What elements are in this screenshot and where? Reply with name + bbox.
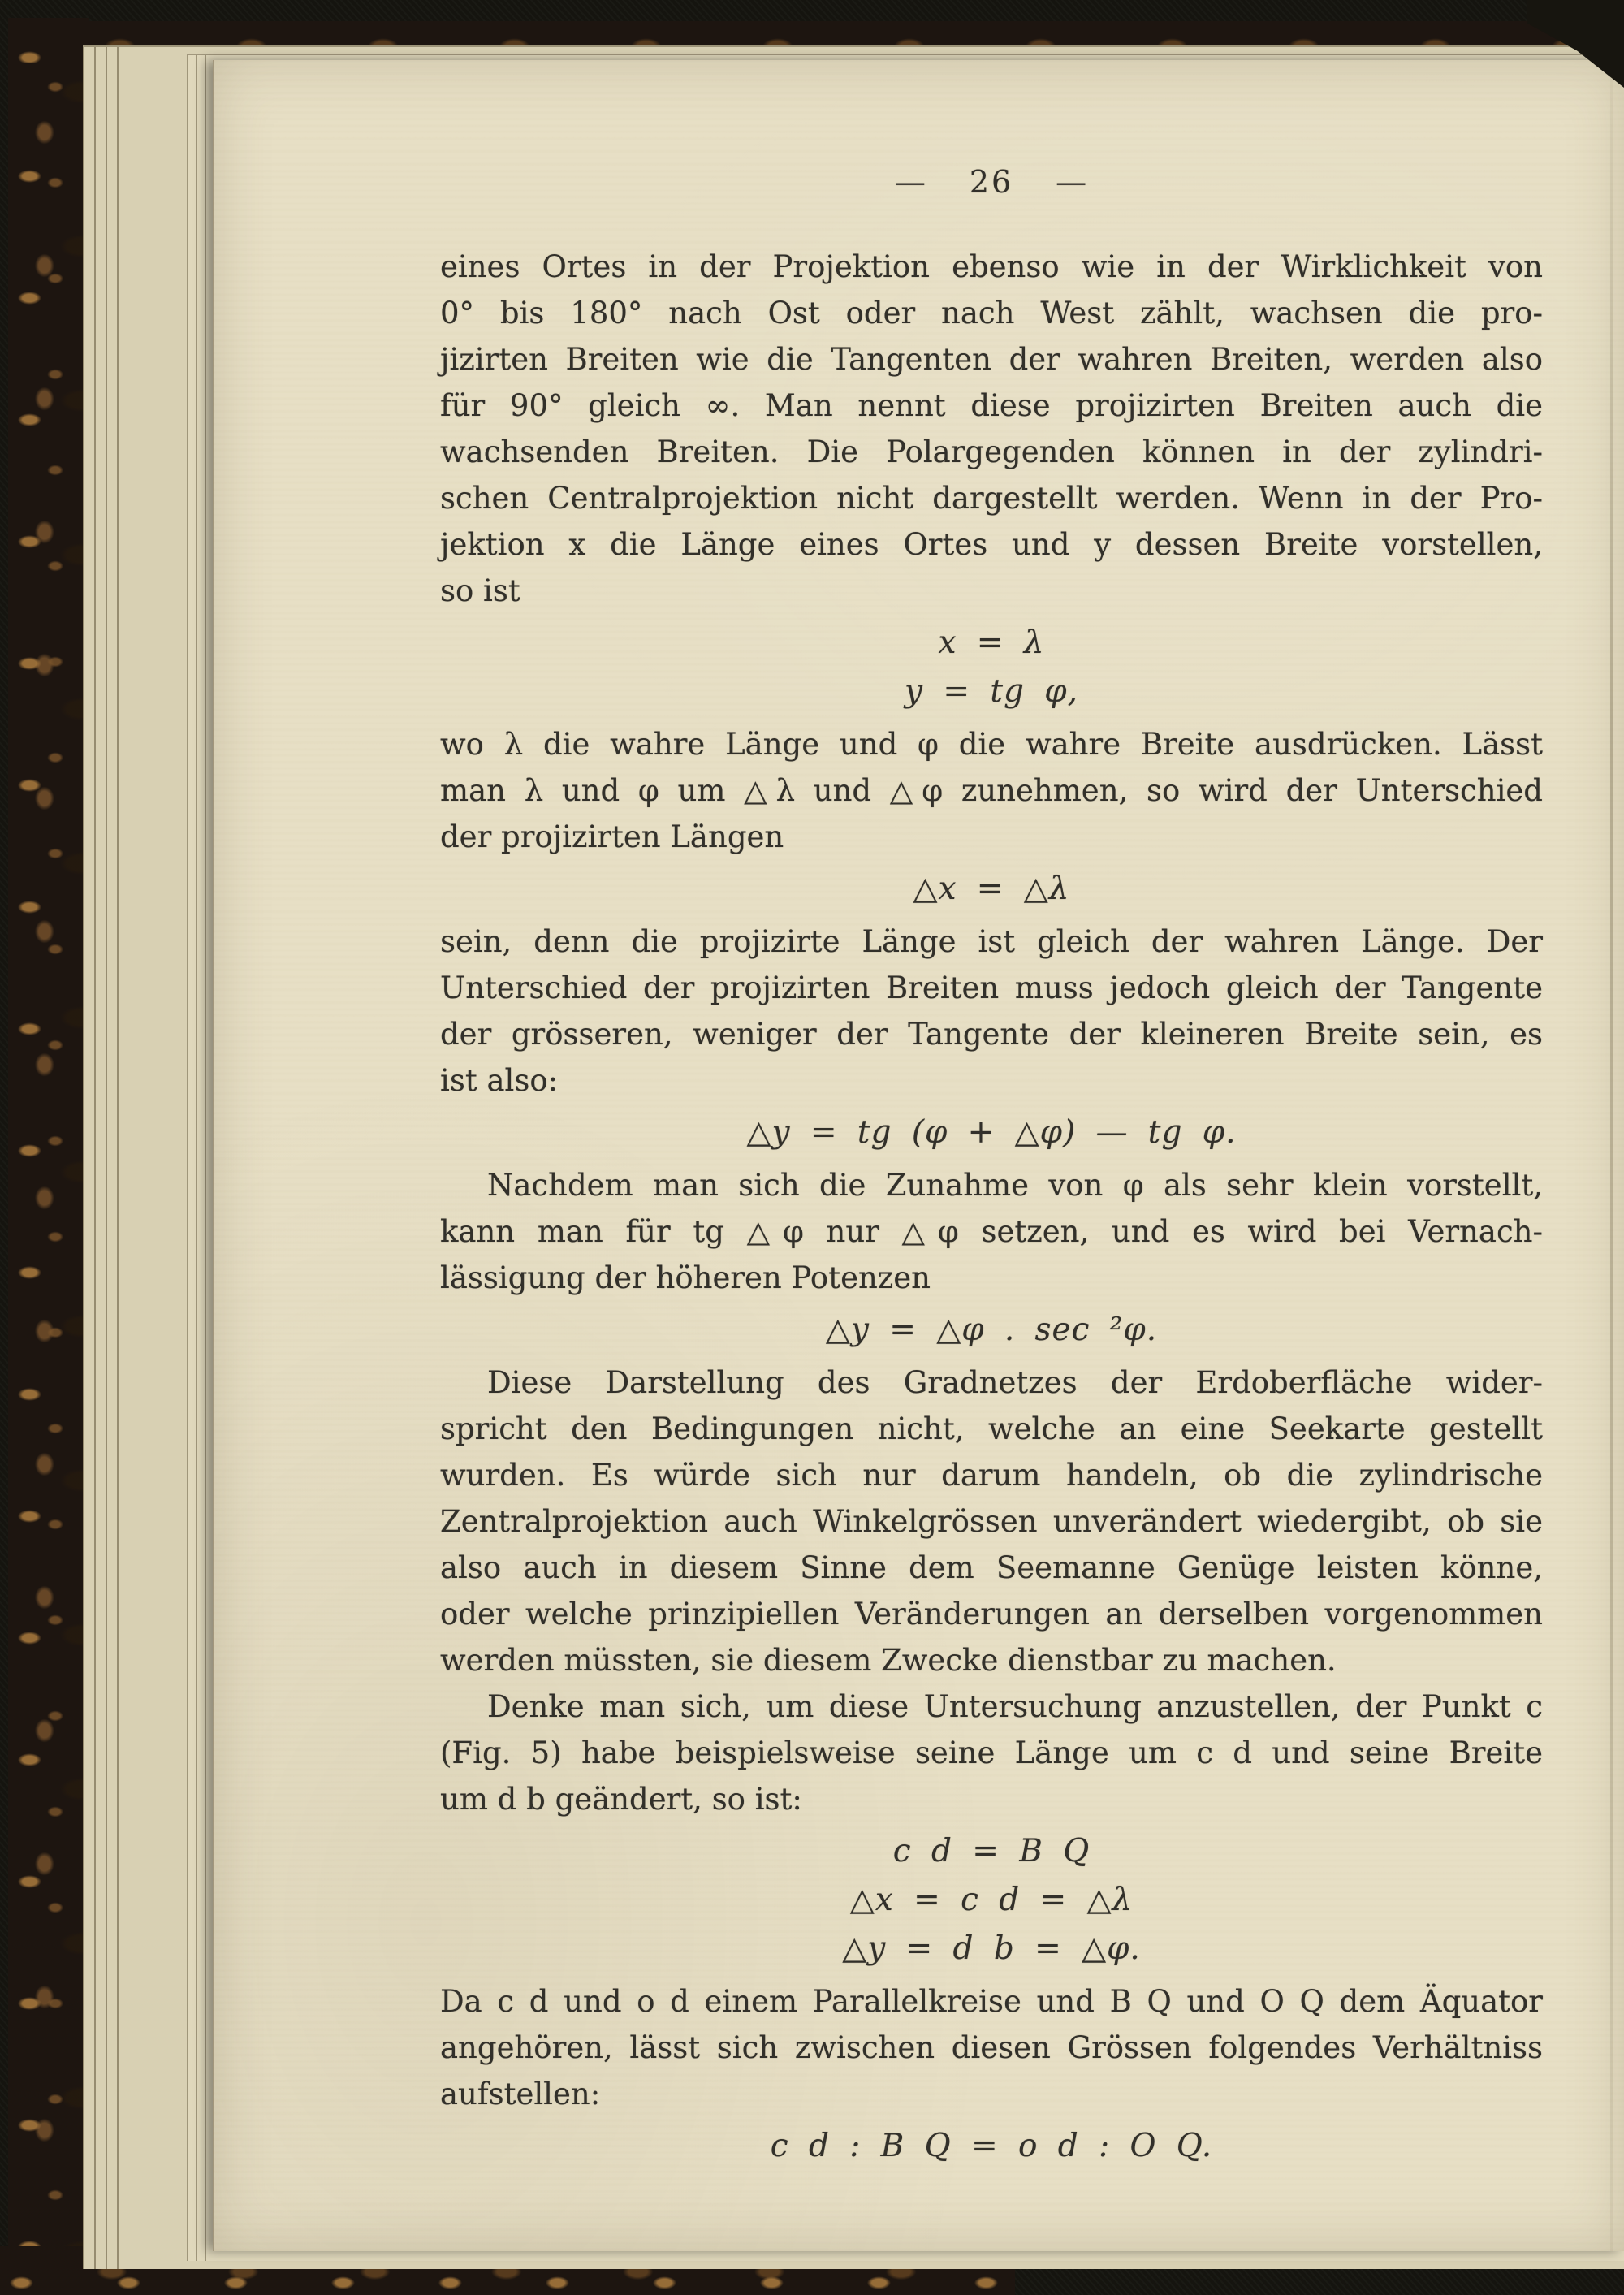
text-line: spricht den Bedingungen nicht, welche an eine Seekarte gestellt: [440, 1411, 1543, 1446]
text-line: kann man für tg △φ nur △φ setzen, und es wird bei Vernach-: [440, 1214, 1543, 1249]
formula-line: △y = d b = △φ.: [842, 1930, 1141, 1967]
text-line: Nachdem man sich die Zunahme von φ als sehr klein vorstellt,: [487, 1168, 1543, 1203]
formula-line: △x = c d = △λ: [849, 1882, 1134, 1918]
formula-group: [440, 619, 1543, 716]
text-line: schen Centralprojektion nicht dargestellt werden. Wenn in der Pro-: [440, 481, 1543, 516]
book-cover-marbled-edge-left: [8, 18, 89, 2295]
text-line: jizirten Breiten wie die Tangenten der wahren Breiten, werden also: [440, 342, 1543, 377]
formula-line: c d = B Q: [892, 1833, 1091, 1869]
text-line: Denke man sich, um diese Untersuchung anzustellen, der Punkt c: [487, 1689, 1543, 1724]
text-line: (Fig. 5) habe beispielsweise seine Länge um c d und seine Breite: [440, 1735, 1543, 1770]
text-line: um d b geändert, so ist:: [440, 1782, 802, 1817]
text-line: lässigung der höheren Potenzen: [440, 1260, 931, 1295]
page-fold-line: [1610, 60, 1613, 2251]
text-line: aufstellen:: [440, 2077, 601, 2111]
text-line: Da c d und o d einem Parallelkreise und B Q und O Q dem Äquator: [440, 1984, 1543, 2019]
text-line: Zentralprojektion auch Winkelgrössen unverändert wiedergibt, ob sie: [440, 1504, 1543, 1539]
text-line: werden müssten, sie diesem Zwecke dienstbar zu machen.: [440, 1643, 1337, 1678]
formula-line: △y = △φ . sec ²φ.: [825, 1312, 1158, 1348]
formula-group: [440, 1306, 1543, 1355]
text-line: ist also:: [440, 1063, 559, 1098]
text-line: eines Ortes in der Projektion ebenso wie in der Wirklichkeit von: [440, 249, 1543, 284]
text-line: Diese Darstellung des Gradnetzes der Erdoberfläche wider-: [487, 1365, 1543, 1400]
formula-line: △x = △λ: [913, 871, 1070, 907]
text-line: oder welche prinzipiellen Veränderungen an derselben vorgenommen: [440, 1597, 1543, 1632]
page-text-block: [440, 158, 1543, 2176]
page-number-dash-left: —: [894, 164, 927, 200]
text-line: jektion x die Länge eines Ortes und y dessen Breite vorstellen,: [440, 527, 1543, 562]
text-line: Unterschied der projizirten Breiten muss jedoch gleich der Tangente: [440, 970, 1543, 1005]
text-line: also auch in diesem Sinne dem Seemanne Genüge leisten könne,: [440, 1550, 1543, 1585]
book-page: [213, 60, 1624, 2251]
formula-line: y = tg φ,: [904, 673, 1078, 710]
page-number-value: 26: [969, 164, 1014, 200]
page-edge-lines: [83, 47, 125, 2269]
formula-group: [440, 2122, 1543, 2171]
text-line: wachsenden Breiten. Die Polargegenden können in der zylindri-: [440, 434, 1543, 469]
page-number: [440, 158, 1543, 205]
text-line: wo λ die wahre Länge und φ die wahre Breite ausdrücken. Lässt: [440, 727, 1543, 762]
formula-group: [440, 1827, 1543, 1973]
text-line: für 90° gleich ∞. Man nennt diese projizirten Breiten auch die: [440, 388, 1543, 423]
formula-line: x = λ: [938, 625, 1045, 661]
formula-line: △y = tg (φ + △φ) — tg φ.: [746, 1114, 1237, 1151]
formula-group: [440, 1109, 1543, 1157]
text-line: man λ und φ um △λ und △φ zunehmen, so wird der Unterschied: [440, 773, 1543, 808]
formula-group: [440, 865, 1543, 914]
page-edge-lines: [187, 55, 213, 2261]
text-line: so ist: [440, 573, 520, 608]
text-line: angehören, lässt sich zwischen diesen Grössen folgendes Verhältniss: [440, 2030, 1543, 2065]
text-line: der projizirten Längen: [440, 819, 784, 854]
page-number-dash-right: —: [1056, 164, 1089, 200]
text-line: 0° bis 180° nach Ost oder nach West zählt, wachsen die pro-: [440, 296, 1543, 331]
text-line: der grösseren, weniger der Tangente der kleineren Breite sein, es: [440, 1017, 1543, 1052]
formula-line: c d : B Q = o d : O Q.: [770, 2128, 1213, 2164]
text-line: wurden. Es würde sich nur darum handeln, ob die zylindrische: [440, 1458, 1543, 1493]
text-line: sein, denn die projizirte Länge ist gleich der wahren Länge. Der: [440, 924, 1543, 959]
